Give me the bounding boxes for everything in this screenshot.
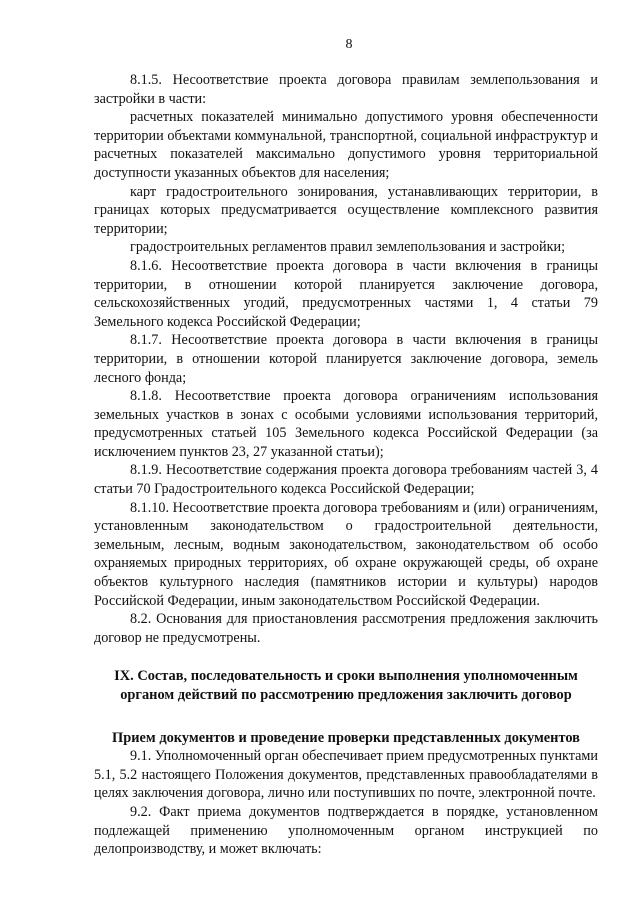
subsection-heading: Прием документов и проведение проверки представленных документов — [112, 729, 580, 746]
page-number: 8 — [345, 37, 353, 52]
paragraph-9-2: 9.2. Факт приема документов подтверждается в порядке, установленном подлежащей применению уполномоченным органом инструкцией по делопроизводству, и может включать: — [94, 803, 598, 858]
paragraph-8-1-9: 8.1.9. Несоответствие содержания проекта договора требованиям частей 3, 4 статьи 70 Градостроительного кодекса Российской Федерации; — [94, 462, 598, 498]
paragraph-8-2: 8.2. Основания для приостановления рассмотрения предложения заключить договор не предусмотрены. — [94, 611, 598, 646]
paragraph-zoning-maps: карт градостроительного зонирования, устанавливающих территории, в границах которых предусматривается осуществление комплексного развития территории; — [94, 183, 598, 237]
paragraph-8-1-6: 8.1.6. Несоответствие проекта договора в части включения в границы территории, в отношении которой планируется заключение договора, сельскохозяйственных угодий, предусмотренных частями 1, 4 статьи 79 Земельного кодекса Российской Федерации; — [94, 257, 598, 330]
paragraph-8-1-10: 8.1.10. Несоответствие проекта договора требованиям и (или) ограничениям, установленным законодательством о градостроительной деятельности, земельным, лесным, водным законодательством, законодательством об особо охраняемых природных территориях, об охране окружающей среды, об охране объектов культурного наследия (памятников истории и культуры) народов Российской Федерации, иным законодательством Российской Федерации. — [94, 499, 598, 609]
section-heading: IX. Состав, последовательность и сроки выполнения уполномоченным органом действий по рассмотрению предложения заключить договор — [114, 668, 578, 703]
paragraph-calculation-indicators: расчетных показателей минимально допустимого уровня обеспеченности территории объектами коммунальной, транспортной, социальной инфраструктур и расчетных показателей максимально допустимого уровня территориальной доступности указанных объектов для населения; — [94, 109, 598, 181]
paragraph-8-1-5: 8.1.5. Несоответствие проекта договора правилам землепользования и застройки в части: — [94, 72, 598, 107]
paragraph-8-1-8: 8.1.8. Несоответствие проекта договора ограничениям использования земельных участков в зонах с особыми условиями использования территорий, предусмотренных статьей 105 Земельного кодекса Российской Федерации (за исключением пунктов 23, 27 указанной статьи); — [94, 388, 598, 460]
paragraph-9-1: 9.1. Уполномоченный орган обеспечивает прием предусмотренных пунктами 5.1, 5.2 настоящего Положения документов, представленных правообладателями в целях заключения договора, лично или поступивших по почте, электронной почте. — [94, 748, 598, 802]
paragraph-8-1-7: 8.1.7. Несоответствие проекта договора в части включения в границы территории, в отношении которой планируется заключение договора, земель лесного фонда; — [94, 332, 598, 386]
paragraph-regulations: градостроительных регламентов правил землепользования и застройки; — [130, 239, 566, 256]
